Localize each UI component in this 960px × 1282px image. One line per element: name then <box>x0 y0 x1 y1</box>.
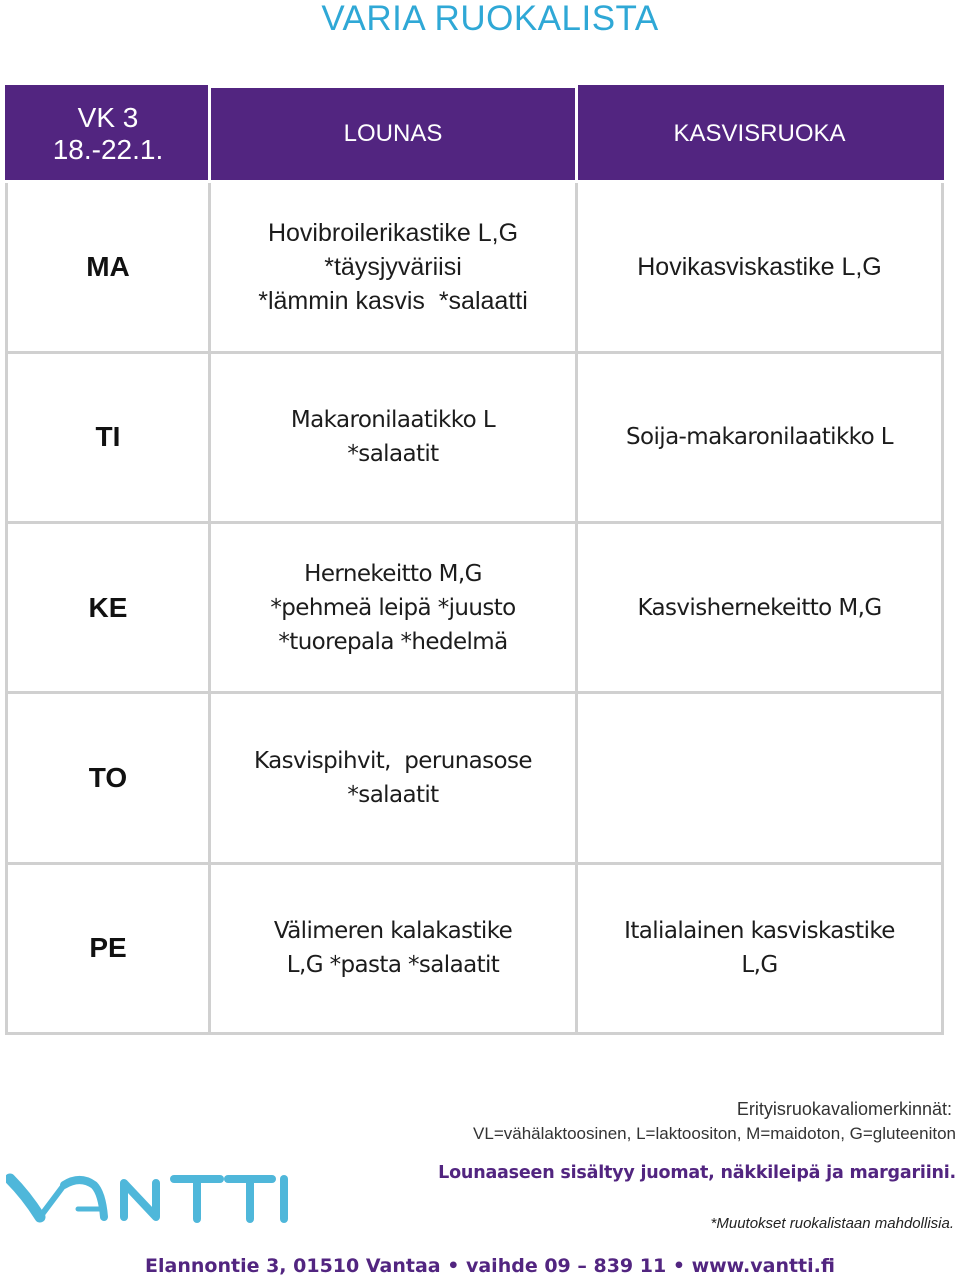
menu-table <box>5 85 944 1035</box>
footer-address: Elannontie 3, 01510 Vantaa • vaihde 09 – 839 11 • www.vantti.fi <box>145 1255 835 1277</box>
vegetarian-line: Hovikasviskastike L,G <box>637 252 882 281</box>
vegetarian-line: L,G <box>741 952 778 979</box>
special-diet-title: Erityisruokavaliomerkinnät: <box>736 1099 952 1119</box>
day-label: MA <box>7 182 210 352</box>
lunch-line: *lämmin kasvis *salaatti <box>258 286 528 315</box>
lunch-line: *pehmeä leipä *juusto <box>270 594 516 621</box>
lunch-includes-note: Lounaaseen sisältyy juomat, näkkileipä ja margariini. <box>438 1163 956 1183</box>
week-header <box>7 87 210 182</box>
table-row <box>7 352 943 522</box>
table-header-row <box>7 87 943 182</box>
lunch-line: Makaronilaatikko L <box>290 407 496 434</box>
lunch-cell <box>210 522 577 692</box>
day-label: KE <box>7 522 210 692</box>
table-row <box>7 522 943 692</box>
day-label: TO <box>7 693 210 863</box>
lunch-cell <box>210 863 577 1033</box>
vegetarian-line: Soija-makaronilaatikko L <box>626 424 893 451</box>
lunch-line: Kasvispihvit, perunasose <box>254 747 532 774</box>
vegetarian-cell <box>577 693 943 863</box>
lunch-line: Välimeren kalakastike <box>273 918 513 945</box>
lunch-cell <box>210 693 577 863</box>
vegetarian-cell <box>577 522 943 692</box>
lunch-line: *salaatit <box>347 781 439 808</box>
vegetarian-cell <box>577 352 943 522</box>
vantti-logo <box>6 1165 290 1227</box>
lunch-cell <box>210 182 577 352</box>
lunch-line: *tuorepala *hedelmä <box>278 628 508 655</box>
week-number: VK 3 <box>77 102 139 134</box>
lunch-column-header: LOUNAS <box>210 87 577 182</box>
lunch-line: Hernekeitto M,G <box>304 560 482 587</box>
vegetarian-line: Kasvishernekeitto M,G <box>637 594 882 621</box>
day-label: TI <box>7 352 210 522</box>
page-title: VARIA RUOKALISTA <box>321 0 659 38</box>
table-row <box>7 182 943 352</box>
vegetarian-line: Italialainen kasviskastike <box>624 918 895 945</box>
lunch-line: Hovibroilerikastike L,G <box>267 218 519 247</box>
table-row <box>7 693 943 863</box>
changes-note: *Muutokset ruokalistaan mahdollisia. <box>710 1215 954 1232</box>
lunch-line: *salaatit <box>347 441 439 468</box>
week-dates: 18.-22.1. <box>52 134 164 166</box>
day-label: PE <box>7 863 210 1033</box>
table-row <box>7 863 943 1033</box>
lunch-line: *täysjyväriisi <box>324 252 462 281</box>
vegetarian-cell <box>577 863 943 1033</box>
lunch-line: L,G *pasta *salaatit <box>286 952 500 979</box>
vegetarian-column-header: KASVISRUOKA <box>577 87 943 182</box>
vegetarian-cell <box>577 182 943 352</box>
lunch-cell <box>210 352 577 522</box>
special-diet-legend: VL=vähälaktoosinen, L=laktoositon, M=maidoton, G=gluteeniton <box>473 1124 956 1143</box>
